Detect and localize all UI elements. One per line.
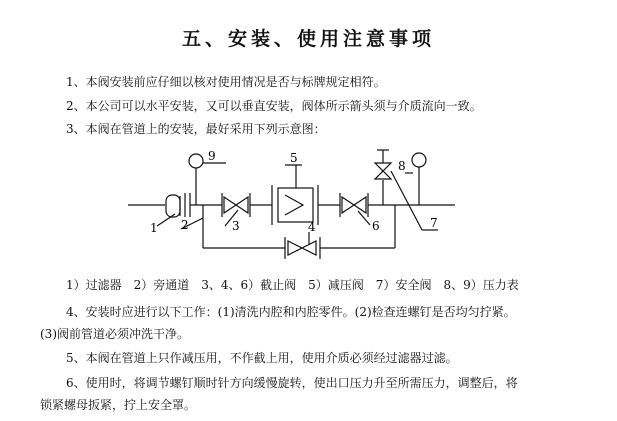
label-7: 7 [430,216,438,230]
instruction-1: 1、本阀安装前应仔细以核对使用情况是否与标牌规定相符。 [66,75,386,89]
instruction-3: 3、本阀在管道上的安装，最好采用下列示意图： [66,122,326,136]
instruction-4: 4、安装时应进行以下工作：(1)清洗内腔和内腔零件。(2)检查连螺钉是否均匀拧紧。 [66,305,516,319]
legend: 1）过滤器 2）旁通道 3、4、6）截止阀 5）减压阀 7）安全阀 8、9）压力表 [66,278,519,292]
filter-symbol [166,195,180,217]
label-5: 5 [290,151,298,165]
instruction-5: 5、本阀在管道上只作减压用，不作截上用，使用介质必须经过滤器过滤。 [66,351,458,365]
label-6: 6 [372,219,380,233]
label-3: 3 [232,219,240,233]
label-8: 8 [398,159,406,173]
label-2: 2 [181,218,189,232]
label-1: 1 [150,221,158,235]
instruction-6: 6、使用时，将调节螺钉顺时针方向缓慢旋转，使出口压力升至所需压力，调整后，将 [66,376,518,390]
page-title: 五、安装、使用注意事项 [181,28,435,50]
instruction-4-cont: (3)阀前管道必须冲洗干净。 [40,327,189,341]
instruction-2: 2、本公司可以水平安装，又可以垂直安装，阀体所示箭头须与介质流向一致。 [66,99,482,113]
instruction-6-cont: 锁紧螺母扳紧，拧上安全罩。 [40,398,197,412]
label-4: 4 [308,220,316,234]
label-9: 9 [208,149,216,163]
